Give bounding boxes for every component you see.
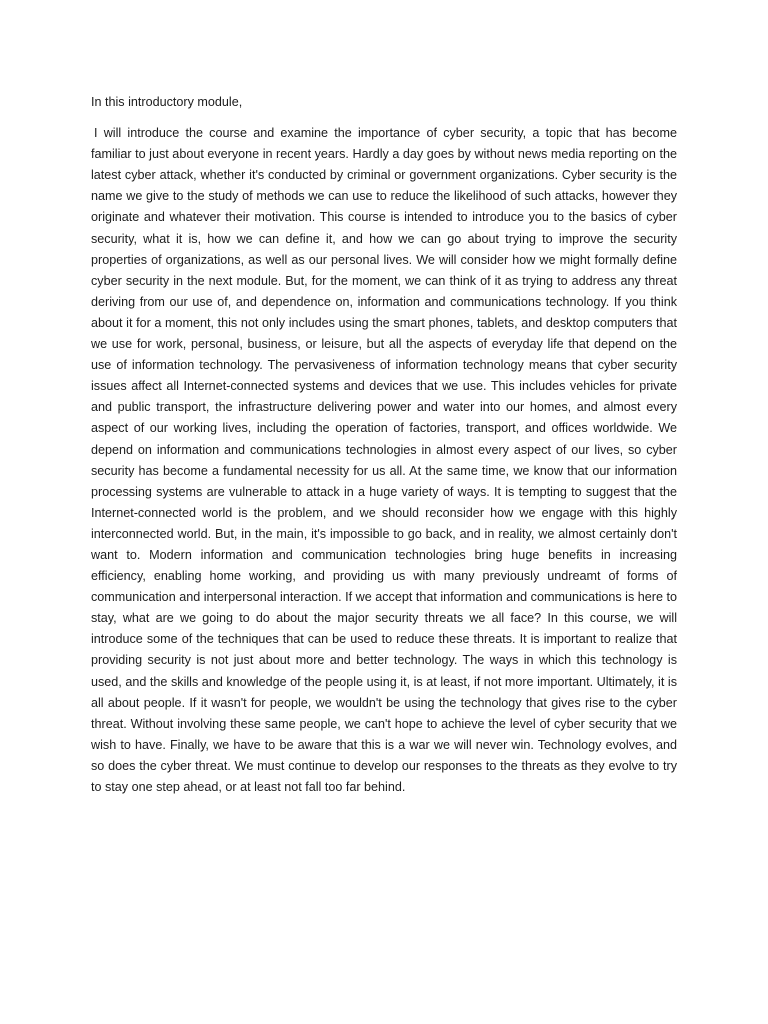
intro-line: In this introductory module, [91, 95, 243, 109]
body-paragraph: I will introduce the course and examine the importance of cyber security, a topic that has become familiar to just about everyone in recent years. Hardly a day goes by without news media reporting on the latest cyber attack, whether it's conducted by criminal or government organizations. Cyber security is the name we give to the study of methods we can use to reduce the likelihood of such attacks, however they originate and whatever their motivation. This course is intended to introduce you to the basics of cyber security, what it is, how we can define it, and how we can go about trying to improve the security properties of organizations, as well as our personal lives. We will consider how we might formally define cyber security in the next module. But, for the moment, we can think of it as trying to address any threat deriving from our use of, and dependence on, information and communications technology. If you think about it for a moment, this not only includes using the smart phones, tablets, and desktop computers that we use for work, personal, business, or leisure, but all the aspects of everyday life that depend on the use of information technology. The pervasiveness of information technology means that cyber security issues affect all Internet-connected systems and devices that we use. This includes vehicles for private and public transport, the infrastructure delivering power and water into our homes, and almost every aspect of our working lives, including the operation of factories, transport, and offices worldwide. We depend on information and communications technologies in almost every aspect of our lives, so cyber security has become a fundamental necessity for us all. At the same time, we know that our information processing systems are vulnerable to attack in a huge variety of ways. It is tempting to suggest that the Internet-connected world is the problem, and we should reconsider how we engage with this highly interconnected world. But, in the main, it's impossible to go back, and in reality, we almost certainly don't want to. Modern information and communication technologies bring huge benefits in increasing efficiency, enabling home working, and providing us with many previously undreamt of forms of communication and interpersonal interaction. If we accept that information and communications is here to stay, what are we going to do about the major security threats we all face? In this course, we will introduce some of the techniques that can be used to reduce these threats. It is important to realize that providing security is not just about more and better technology. The ways in which this technology is used, and the skills and knowledge of the people using it, is at least, if not more important. Ultimately, it is all about people. If it wasn't for people, we wouldn't be using the technology that gives rise to the cyber threat. Without involving these same people, we can't hope to achieve the level of cyber security that we wish to have. Finally, we have to be aware that this is a war we will never win. Technology evolves, and so does the cyber threat. We must continue to develop our responses to the threats as they evolve to try to stay one step ahead, or at least not fall too far behind. [91, 126, 677, 794]
document-content [91, 92, 677, 798]
